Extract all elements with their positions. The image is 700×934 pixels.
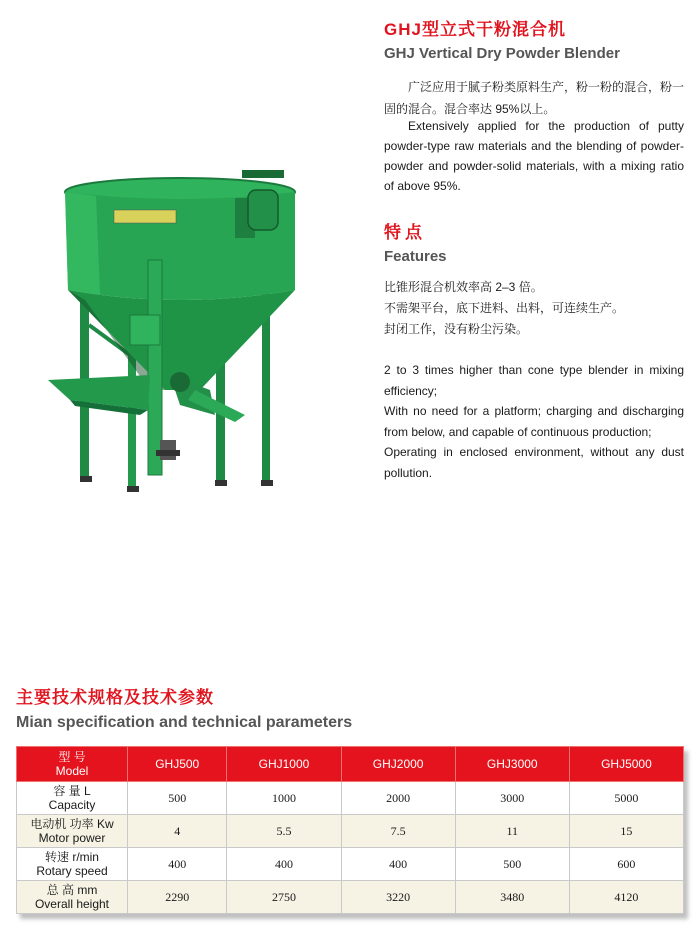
table-cell: 15 [569, 815, 683, 848]
table-cell: 400 [341, 848, 455, 881]
model-name-cell: GHJ1000 [227, 747, 341, 782]
table-row [17, 782, 684, 815]
table-cell: 3480 [455, 881, 569, 914]
table-cell: 2290 [128, 881, 227, 914]
product-title-en: GHJ Vertical Dry Powder Blender [384, 45, 620, 62]
table-cell: 4120 [569, 881, 683, 914]
model-name-cell: GHJ3000 [455, 747, 569, 782]
model-header-cell [17, 747, 128, 782]
feature-item-cn: 封闭工作，没有粉尘污染。 [384, 322, 529, 336]
row-label-cn: 总 高 mm [46, 883, 98, 897]
table-cell: 5.5 [227, 815, 341, 848]
spec-header-row [17, 747, 684, 782]
table-cell: 400 [128, 848, 227, 881]
table-row [17, 848, 684, 881]
table-cell: 2000 [341, 782, 455, 815]
table-cell: 3000 [455, 782, 569, 815]
spec-heading-cn: 主要技术规格及技术参数 [16, 688, 214, 707]
row-label-en: Overall height [34, 897, 110, 911]
row-label-capacity [17, 782, 128, 815]
row-label-cn: 容 量 L [53, 784, 91, 798]
feature-item-cn: 不需架平台，底下进料、出料，可连续生产。 [384, 301, 625, 315]
table-cell: 500 [455, 848, 569, 881]
features-heading-cn: 特点 [384, 223, 426, 242]
product-intro-cn: 广泛应用于腻子粉类原料生产，粉一粉的混合，粉一固的混合。混合率达 95%以上。 [384, 80, 685, 116]
model-name-cell: GHJ5000 [569, 747, 683, 782]
spec-table [16, 746, 684, 914]
table-row [17, 881, 684, 914]
row-label-en: Rotary speed [36, 864, 108, 878]
spec-heading-en: Mian specification and technical parameters [16, 714, 353, 731]
table-cell: 600 [569, 848, 683, 881]
features-list-en [384, 360, 684, 483]
model-label-en: Model [55, 764, 89, 778]
features-list-cn [384, 277, 684, 340]
feature-item-en: Operating in enclosed environment, without any dust pollution. [384, 445, 684, 480]
model-name-cell: GHJ500 [128, 747, 227, 782]
table-cell: 7.5 [341, 815, 455, 848]
table-cell: 11 [455, 815, 569, 848]
row-label-en: Capacity [48, 798, 96, 812]
table-cell: 4 [128, 815, 227, 848]
feature-item-en: With no need for a platform; charging and discharging from below, and capable of continuous production; [384, 404, 684, 439]
feature-item-cn: 比锥形混合机效率高 2–3 倍。 [384, 280, 543, 294]
model-name-cell: GHJ2000 [341, 747, 455, 782]
row-label-rotary-speed [17, 848, 128, 881]
product-intro-en: Extensively applied for the production of putty powder-type raw materials and the blending of powder-powder and powder-solid materials, with a mixing ratio of above 95%. [384, 119, 684, 193]
table-cell: 400 [227, 848, 341, 881]
table-cell: 1000 [227, 782, 341, 815]
table-cell: 5000 [569, 782, 683, 815]
table-cell: 500 [128, 782, 227, 815]
row-label-cn: 转速 r/min [44, 850, 99, 864]
product-title-cn: GHJ型立式干粉混合机 [384, 20, 566, 39]
row-label-motor-power [17, 815, 128, 848]
row-label-overall-height [17, 881, 128, 914]
table-cell: 3220 [341, 881, 455, 914]
features-heading-en: Features [384, 248, 447, 265]
row-label-cn: 电动机 功率 Kw [30, 817, 114, 831]
row-label-en: Motor power [38, 831, 106, 845]
feature-item-en: 2 to 3 times higher than cone type blender in mixing efficiency; [384, 363, 684, 398]
table-cell: 2750 [227, 881, 341, 914]
table-row [17, 815, 684, 848]
model-label-cn: 型 号 [58, 750, 86, 764]
blender-machine-image [30, 150, 330, 510]
